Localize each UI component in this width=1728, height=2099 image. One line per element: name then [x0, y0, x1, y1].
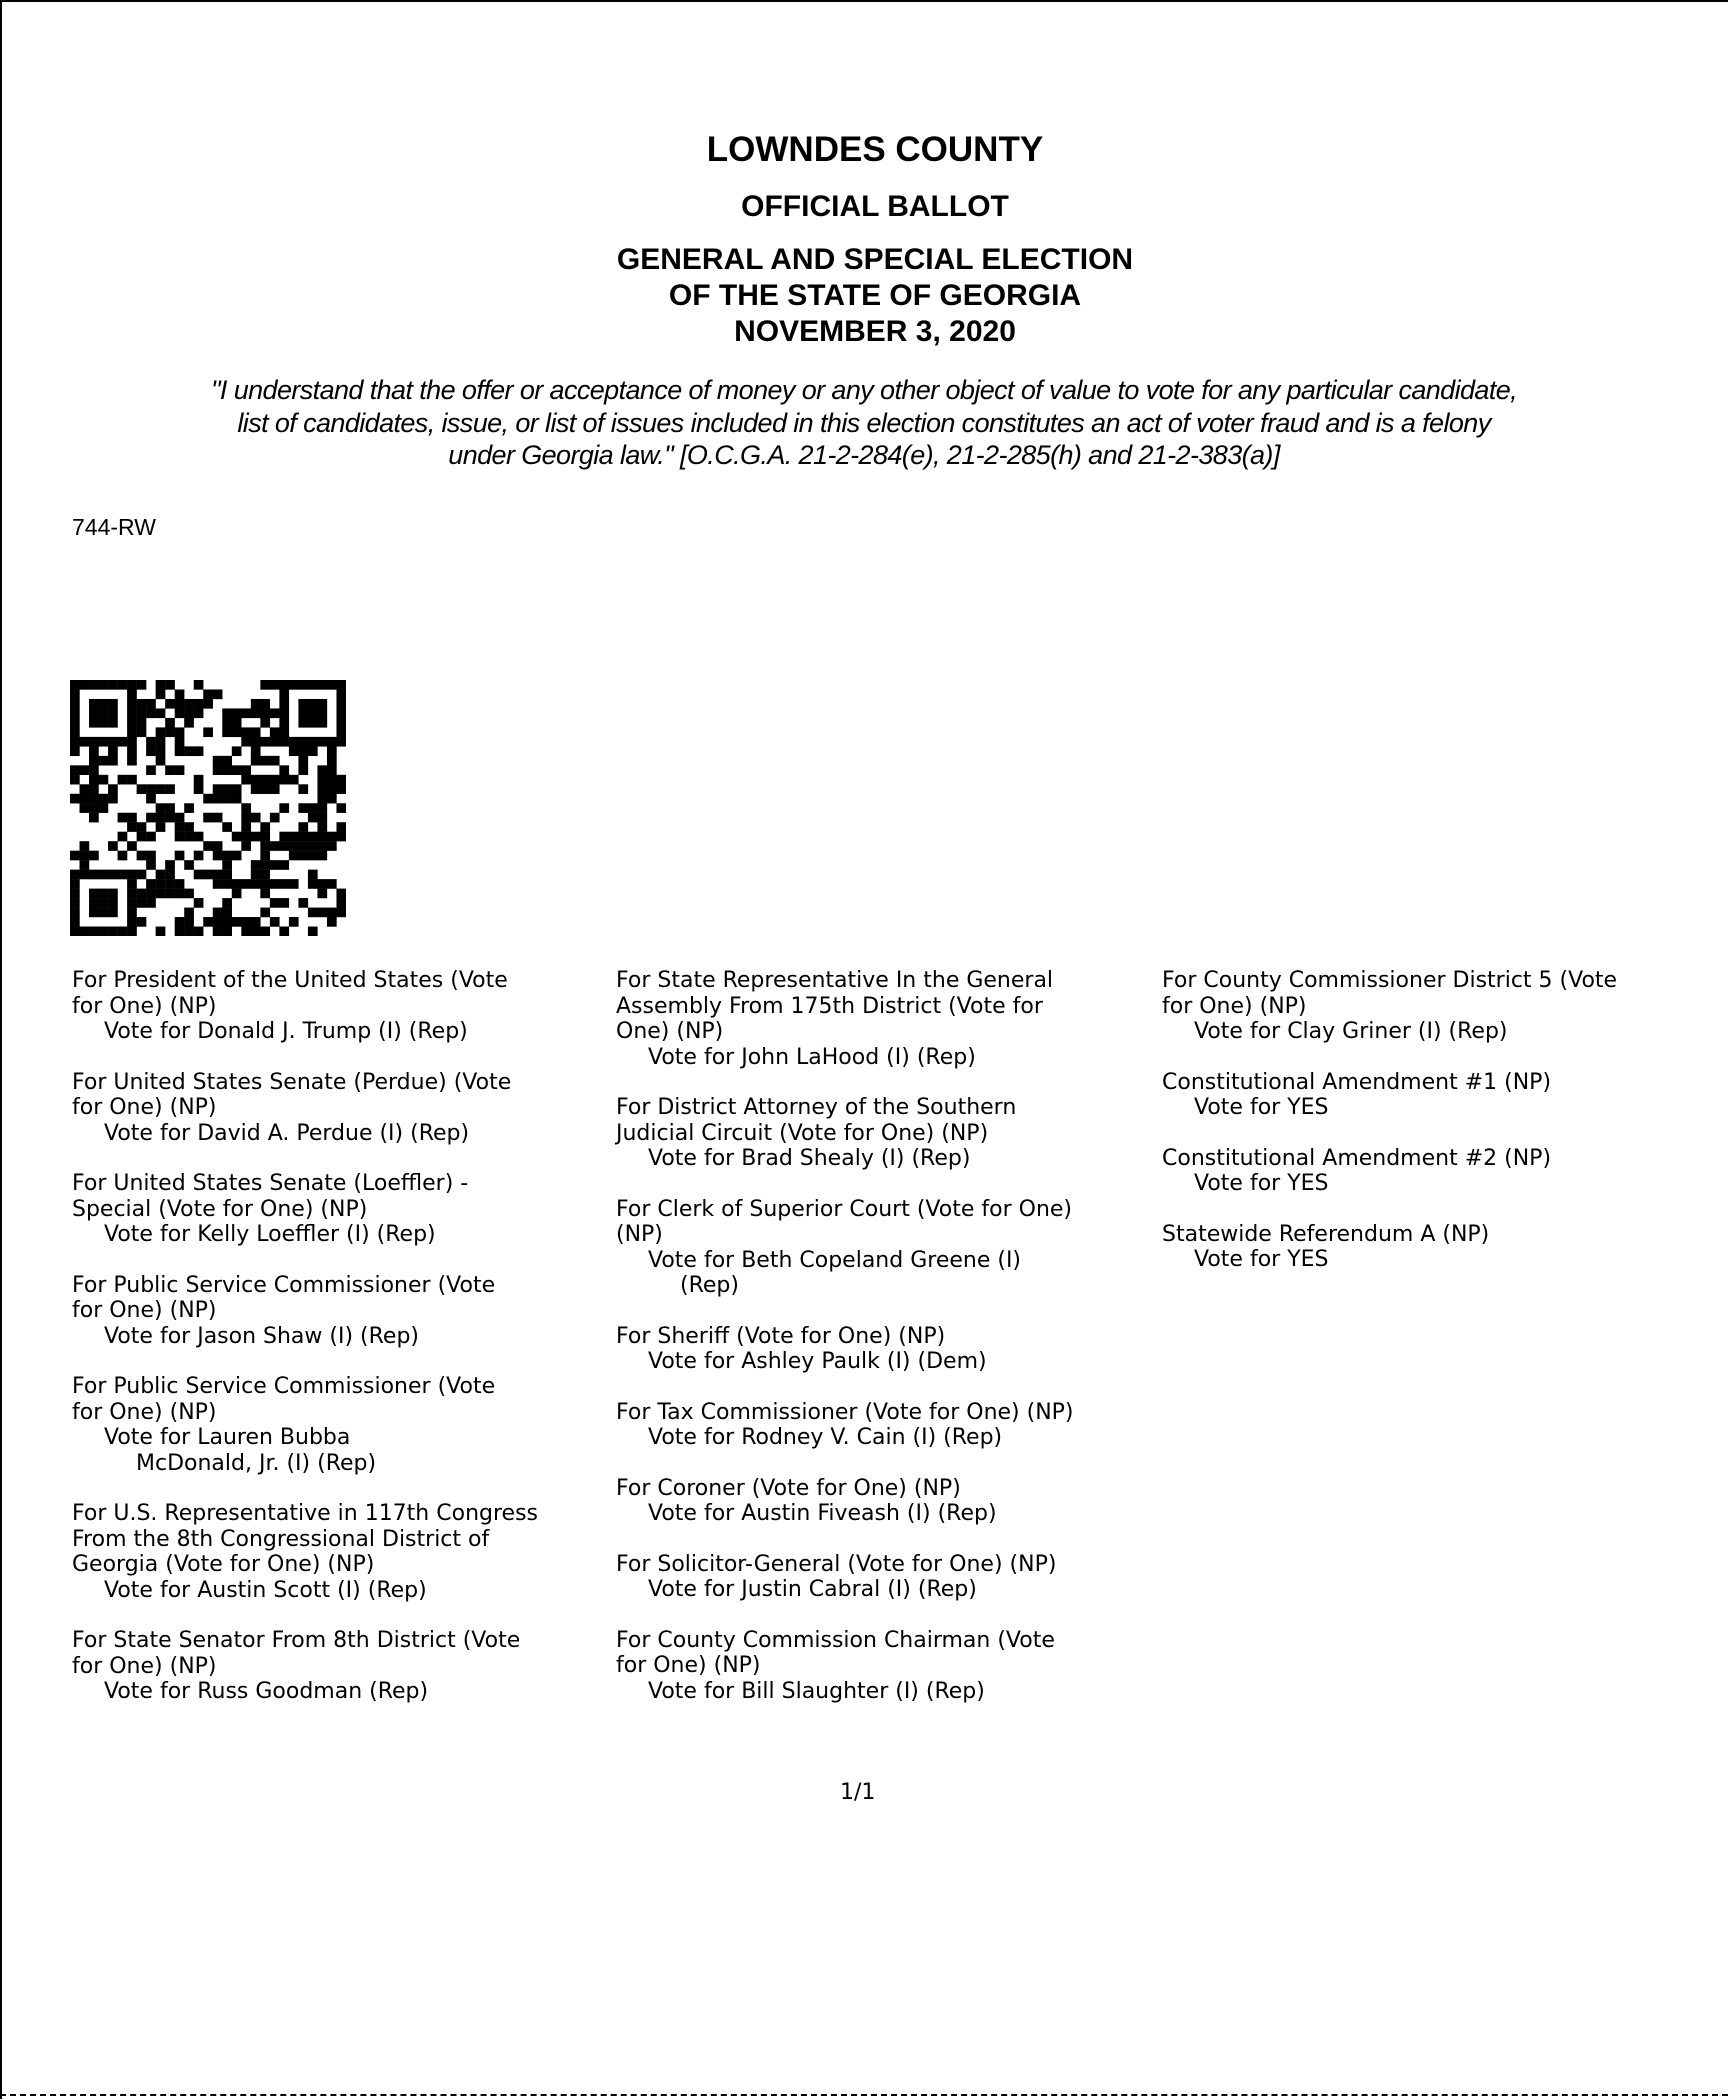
contest — [72, 1628, 602, 1705]
ballot-type: OFFICIAL BALLOT — [741, 190, 1009, 223]
contest-title-line: for One) (NP) — [72, 1095, 217, 1120]
vote-selection: Vote for Ashley Paulk (I) (Dem) — [648, 1349, 987, 1374]
contest-title-line: For District Attorney of the Southern — [616, 1095, 1017, 1120]
contest — [616, 1197, 1146, 1299]
contest-title-line: One) (NP) — [616, 1019, 724, 1044]
contest-title-line: For Solicitor-General (Vote for One) (NP) — [616, 1551, 1057, 1577]
contest-title-line: Georgia (Vote for One) (NP) — [72, 1552, 375, 1577]
voter-fraud-oath — [0, 374, 1728, 472]
vote-selection: Vote for Beth Copeland Greene (I) — [648, 1247, 1022, 1273]
contest-title-line: For State Senator From 8th District (Vote — [72, 1628, 521, 1653]
contest-title-line: For U.S. Representative in 117th Congress — [72, 1501, 538, 1526]
contest-title-line: Special (Vote for One) (NP) — [72, 1196, 368, 1222]
election-line: GENERAL AND SPECIAL ELECTION — [616, 243, 1134, 276]
page-border-bottom — [0, 2094, 1728, 2096]
contest-title-line: (NP) — [616, 1222, 663, 1247]
contest-title-line: For County Commissioner District 5 (Vote — [1162, 968, 1618, 993]
contest-title-line: For United States Senate (Loeffler) - — [72, 1171, 469, 1196]
county-title: LOWNDES COUNTY — [706, 130, 1044, 169]
oath-line: list of candidates, issue, or list of issues included in this election constitutes an act of voter fraud and is a felony — [237, 407, 1491, 438]
vote-selection: Vote for Brad Shealy (I) (Rep) — [648, 1146, 971, 1171]
contest-title-line: For President of the United States (Vote — [72, 968, 508, 993]
contest-title-line: Constitutional Amendment #1 (NP) — [1162, 1069, 1552, 1095]
contest — [616, 1552, 1146, 1603]
contests-column-1 — [72, 968, 602, 1730]
vote-selection: Vote for Rodney V. Cain (I) (Rep) — [648, 1425, 1003, 1450]
contest-title-line: Constitutional Amendment #2 (NP) — [1162, 1145, 1552, 1171]
page-border-top — [0, 0, 1728, 2]
vote-selection: Vote for Russ Goodman (Rep) — [104, 1679, 429, 1704]
page-number: 1/1 — [840, 1780, 876, 1805]
contest-title-line: Assembly From 175th District (Vote for — [616, 993, 1043, 1019]
contest-title-line: From the 8th Congressional District of — [72, 1526, 490, 1552]
contest — [616, 968, 1146, 1070]
contest-title-line: For County Commission Chairman (Vote — [616, 1627, 1055, 1653]
vote-selection: (Rep) — [680, 1273, 739, 1298]
vote-selection: Vote for Lauren Bubba — [104, 1425, 351, 1450]
vote-selection: Vote for YES — [1194, 1171, 1329, 1196]
contest-title-line: Statewide Referendum A (NP) — [1162, 1221, 1490, 1247]
vote-selection: Vote for YES — [1194, 1095, 1329, 1120]
contest-title-line: For Public Service Commissioner (Vote — [72, 1374, 496, 1399]
contest-title-line: for One) (NP) — [1162, 993, 1307, 1019]
contest — [1162, 1070, 1692, 1121]
oath-line: under Georgia law." [O.C.G.A. 21-2-284(e), 21-2-285(h) and 21-2-383(a)] — [448, 440, 1280, 470]
contest-title-line: For United States Senate (Perdue) (Vote — [72, 1069, 512, 1095]
contest — [72, 1374, 602, 1476]
contest-title-line: Judicial Circuit (Vote for One) (NP) — [616, 1120, 989, 1146]
contest — [1162, 1222, 1692, 1273]
contest — [72, 1171, 602, 1248]
contest — [616, 1400, 1146, 1451]
contest-title-line: For State Representative In the General — [616, 968, 1054, 993]
vote-selection: Vote for Kelly Loeffler (I) (Rep) — [104, 1222, 436, 1247]
vote-selection: Vote for Bill Slaughter (I) (Rep) — [648, 1678, 985, 1704]
vote-selection: Vote for YES — [1194, 1247, 1329, 1272]
contest — [72, 968, 602, 1045]
ballot-code: 744-RW — [72, 514, 156, 540]
contest-title-line: For Public Service Commissioner (Vote — [72, 1272, 496, 1298]
election-line: NOVEMBER 3, 2020 — [734, 315, 1016, 348]
contest — [72, 1273, 602, 1350]
vote-selection: McDonald, Jr. (I) (Rep) — [136, 1450, 377, 1476]
contest — [616, 1324, 1146, 1375]
vote-selection: Vote for David A. Perdue (I) (Rep) — [104, 1120, 470, 1146]
election-line: OF THE STATE OF GEORGIA — [668, 279, 1082, 312]
contest-title-line: for One) (NP) — [616, 1653, 761, 1678]
oath-line: "I understand that the offer or acceptance of money or any other object of value to vote for any particular candidate, — [210, 375, 1518, 405]
vote-selection: Vote for Jason Shaw (I) (Rep) — [104, 1323, 420, 1349]
contest-title-line: for One) (NP) — [72, 1298, 217, 1323]
vote-selection: Vote for Donald J. Trump (I) (Rep) — [104, 1019, 468, 1044]
election-title — [0, 242, 1728, 350]
contest-title-line: For Sheriff (Vote for One) (NP) — [616, 1323, 946, 1349]
vote-selection: Vote for Clay Griner (I) (Rep) — [1194, 1019, 1508, 1044]
contest-title-line: For Tax Commissioner (Vote for One) (NP) — [616, 1399, 1074, 1425]
contest-title-line: For Clerk of Superior Court (Vote for One) — [616, 1196, 1073, 1222]
vote-selection: Vote for Austin Fiveash (I) (Rep) — [648, 1501, 997, 1526]
qr-code-icon — [70, 680, 346, 936]
vote-selection: Vote for Austin Scott (I) (Rep) — [104, 1577, 427, 1603]
vote-selection: Vote for John LaHood (I) (Rep) — [648, 1044, 976, 1070]
contests-column-3 — [1162, 968, 1692, 1298]
contests-column-2 — [616, 968, 1146, 1729]
contest-title-line: For Coroner (Vote for One) (NP) — [616, 1475, 961, 1501]
contest — [72, 1070, 602, 1147]
contest — [616, 1095, 1146, 1172]
contest — [1162, 1146, 1692, 1197]
contest — [616, 1476, 1146, 1527]
vote-selection: Vote for Justin Cabral (I) (Rep) — [648, 1577, 977, 1602]
contest — [616, 1628, 1146, 1705]
contest-title-line: for One) (NP) — [72, 1653, 217, 1679]
contest — [1162, 968, 1692, 1045]
contest — [72, 1501, 602, 1603]
contest-title-line: for One) (NP) — [72, 993, 217, 1019]
contest-title-line: for One) (NP) — [72, 1399, 217, 1425]
